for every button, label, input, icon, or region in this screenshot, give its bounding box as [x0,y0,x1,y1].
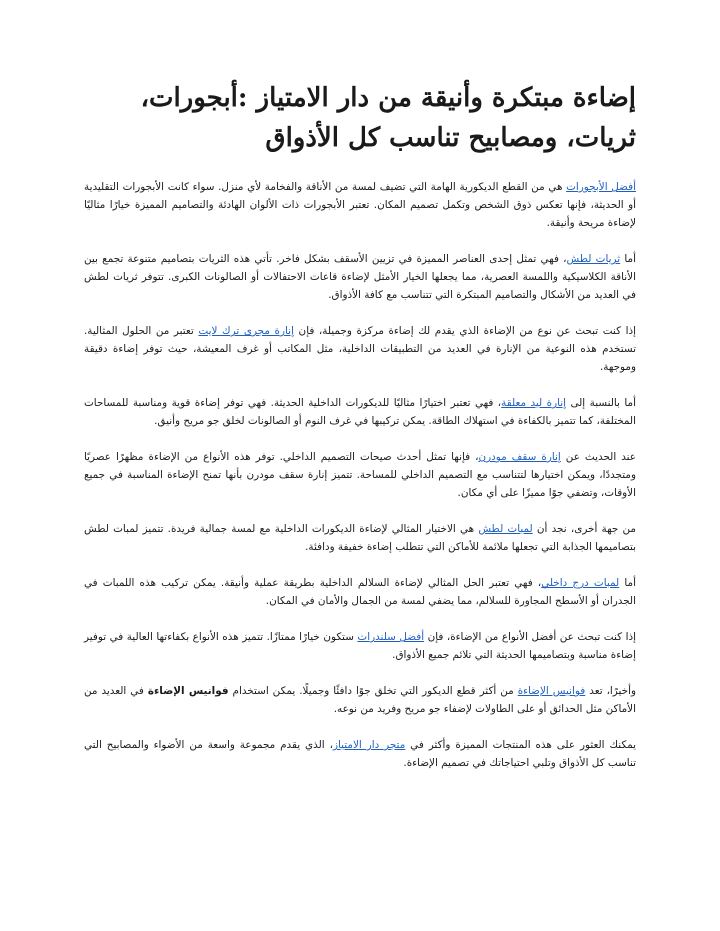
bold-lanterns: فوانيس الإضاءة [147,685,229,697]
paragraph-text: ، فهي تعتبر الحل المثالي لإضاءة السلالم الداخلية بطريقة عملية وأنيقة. يمكن تركيب هذه اللمبات في الجدران أو الأسطح المجاورة للسلالم، مما يضفي لمسة من الجمال والأمان في المكان. [84,577,636,607]
paragraph-text: ، فهي تمثل إحدى العناصر المميزة في تزيين الأسقف بشكل فاخر. تأتي هذه الثريات بتصاميم متنوعة تجمع بين الأناقة الكلاسيكية واللمسة العصرية، مما يجعلها الخيار الأمثل لإضاءة قاعات الاحتفالات أو الصالونات الكبرى. تتوفر ثريات لطش في العديد من الأشكال والتصاميم المبتكرة التي تتناسب مع كافة الأذواق. [84,253,636,301]
paragraph-text: أما [620,253,636,265]
paragraph-text: هي من القطع الديكورية الهامة التي تضيف لمسة من الأناقة والفخامة لأي منزل. سواء كانت الأبجورات التقليدية أو الحديثة، فإنها تعكس ذوق الشخص وتكمل تصميم المكان. تعتبر الأبجورات ذات الألوان الهادئة والتصاميم المميزة خيارًا مثاليًا لإضاءة مريحة وأنيقة. [84,181,636,229]
paragraph-led-pendant [84,394,636,430]
paragraph-text: إذا كنت تبحث عن أفضل الأنواع من الإضاءة، فإن [424,631,637,643]
paragraph-latash-lamps [84,520,636,556]
paragraph-text: ، فإنها تمثل أحدث صيحات التصميم الداخلي. توفر هذه الأنواع من الإضاءة مظهرًا عصريًا ومتجددًا، ويمكن اختيارها لتتناسب مع التصميم الداخلي للمساحة. تتميز إنارة سقف مودرن بأنها تمنح الإضاءة المناسبة في جميع الأوقات، وتضفي جوًا مميزًا على أي مكان. [84,451,636,499]
link-led-pendant[interactable]: إنارة ليد معلقة [501,397,567,409]
link-lanterns[interactable]: فوانيس الإضاءة [517,685,586,697]
paragraph-text: إذا كنت تبحث عن نوع من الإضاءة الذي يقدم لك إضاءة مركزة وجميلة، فإن [293,325,637,337]
link-chandeliers[interactable]: ثريات لطش [566,253,621,265]
paragraph-text: أما بالنسبة إلى [566,397,636,409]
link-best-cylinders[interactable]: أفضل سلندرات [357,631,425,643]
link-track-light[interactable]: إنارة مجرى ترك لايت [198,325,294,337]
paragraph-text: هي الاختيار المثالي لإضاءة الديكورات الداخلية مع لمسة جمالية فريدة. تتميز لمبات لطش بتصاميمها الجذابة التي تجعلها ملائمة للأماكن التي تتطلب إضاءة خفيفة ودافئة. [84,523,636,553]
link-stair-lamps[interactable]: لمبات درج داخلي [541,577,620,589]
link-modern-ceiling[interactable]: إنارة سقف مودرن [478,451,561,463]
page-title: إضاءة مبتكرة وأنيقة من دار الامتياز :أبجورات، ثريات، ومصابيح تناسب كل الأذواق [140,83,636,153]
link-best-abajour[interactable]: أفضل الأبجورات [566,181,636,193]
paragraph-abajour [84,178,636,232]
link-latash-lamps[interactable]: لمبات لطش [478,523,533,535]
paragraph-track-light [84,322,636,376]
paragraph-stair-lamps [84,574,636,610]
link-store[interactable]: متجر دار الامتياز [332,739,406,751]
paragraph-chandeliers [84,250,636,304]
paragraph-text: أما [619,577,636,589]
paragraph-modern-ceiling [84,448,636,502]
paragraph-text: في العديد من الأماكن مثل الحدائق أو على الطاولات لإضفاء جو مريح وفريد من نوعه. [84,685,636,715]
paragraph-cylinders [84,628,636,664]
paragraph-text: من جهة أخرى، نجد أن [532,523,636,535]
paragraph-store [84,736,636,772]
paragraph-lanterns [84,682,636,718]
paragraph-text: ، فهي تعتبر اختيارًا مثاليًا للديكورات الداخلية الحديثة. فهي توفر إضاءة قوية ومناسبة للمساحات المختلفة، كما تتميز بالكفاءة في استهلاك الطاقة. يمكن تركيبها في غرف النوم أو الصالونات لخلق جو مريح وأنيق. [84,397,636,427]
paragraph-text: عند الحديث عن [560,451,636,463]
paragraph-text: يمكنك العثور على هذه المنتجات المميزة وأكثر في [405,739,636,751]
document-page [84,78,636,790]
paragraph-text: ستكون خيارًا ممتازًا. تتميز هذه الأنواع بكفاءتها العالية في توفير إضاءة مناسبة وبتصاميمها الحديثة التي تلائم جميع الأذواق. [84,631,636,661]
paragraph-text: وأخيرًا، تعد [585,685,637,697]
paragraph-text: من أكثر قطع الديكور التي تخلق جوًا دافئًا وجميلًا. يمكن استخدام [228,685,518,697]
paragraph-text: ، الذي يقدم مجموعة واسعة من الأضواء والمصابيح التي تناسب كل الأذواق وتلبي احتياجاتك في تصميم الإضاءة. [84,739,636,769]
paragraph-text: تعتبر من الحلول المثالية. تستخدم هذه النوعية من الإنارة في العديد من التطبيقات الداخلية، مثل المكاتب أو غرف المعيشة، حيث توفر إضاءة دقيقة وموجهة. [84,325,636,373]
